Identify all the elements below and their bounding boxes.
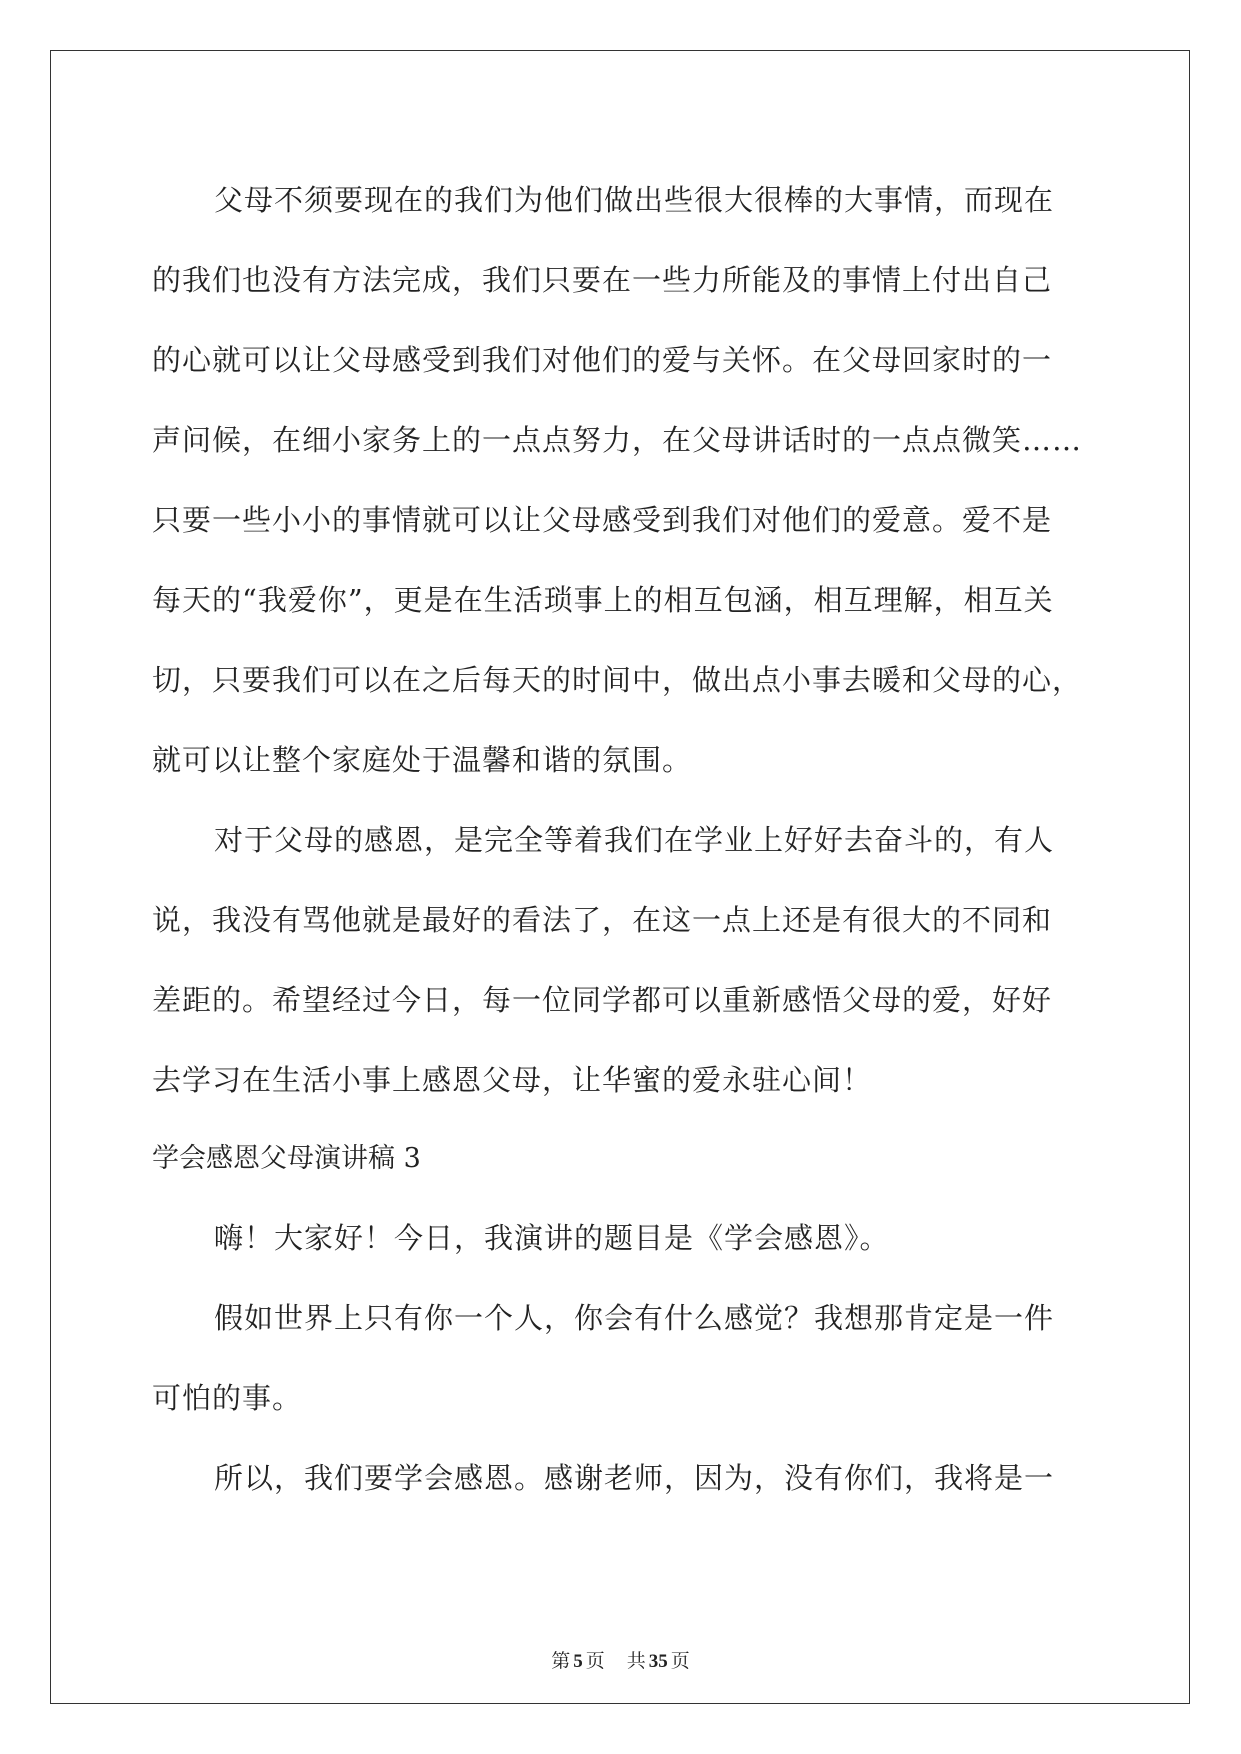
paragraph-line: 只要一些小小的事情就可以让父母感受到我们对他们的爱意。爱不是	[152, 503, 1053, 537]
section-heading: 学会感恩父母演讲稿 3	[152, 1143, 421, 1174]
paragraph-line: 对于父母的感恩，是完全等着我们在学业上好好去奋斗的，有人	[214, 823, 1055, 857]
total-pages: 35	[648, 1651, 668, 1672]
paragraph-line: 声问候，在细小家务上的一点点努力，在父母讲话时的一点点微笑……	[152, 423, 1083, 457]
paragraph-line: 假如世界上只有你一个人，你会有什么感觉？我想那肯定是一件	[214, 1301, 1055, 1335]
page-prefix: 第	[551, 1651, 571, 1672]
paragraph-line: 就可以让整个家庭处于温馨和谐的氛围。	[152, 743, 693, 777]
paragraph-line: 差距的。希望经过今日，每一位同学都可以重新感悟父母的爱，好好	[152, 983, 1053, 1017]
paragraph-line: 每天的“我爱你”，更是在生活琐事上的相互包涵，相互理解，相互关	[152, 583, 1054, 617]
total-prefix: 共	[626, 1651, 646, 1672]
paragraph-line: 所以，我们要学会感恩。感谢老师，因为，没有你们，我将是一	[214, 1461, 1055, 1495]
total-suffix: 页	[670, 1651, 690, 1672]
page-suffix: 页	[585, 1651, 605, 1672]
page-number: 5	[573, 1651, 583, 1672]
document-body	[152, 160, 1112, 1518]
paragraph-line: 切，只要我们可以在之后每天的时间中，做出点小事去暖和父母的心，	[152, 663, 1083, 697]
paragraph-line: 去学习在生活小事上感恩父母，让华蜜的爱永驻心间！	[152, 1063, 873, 1097]
paragraph-line: 父母不须要现在的我们为他们做出些很大很棒的大事情，而现在	[214, 183, 1055, 217]
paragraph-line: 嗨！大家好！今日，我演讲的题目是《学会感恩》。	[214, 1221, 890, 1255]
paragraph-line: 可怕的事。	[152, 1381, 303, 1415]
paragraph-line: 的心就可以让父母感受到我们对他们的爱与关怀。在父母回家时的一	[152, 343, 1053, 377]
paragraph-line: 说，我没有骂他就是最好的看法了，在这一点上还是有很大的不同和	[152, 903, 1053, 937]
page-footer	[0, 1646, 1241, 1673]
paragraph-line: 的我们也没有方法完成，我们只要在一些力所能及的事情上付出自己	[152, 263, 1053, 297]
